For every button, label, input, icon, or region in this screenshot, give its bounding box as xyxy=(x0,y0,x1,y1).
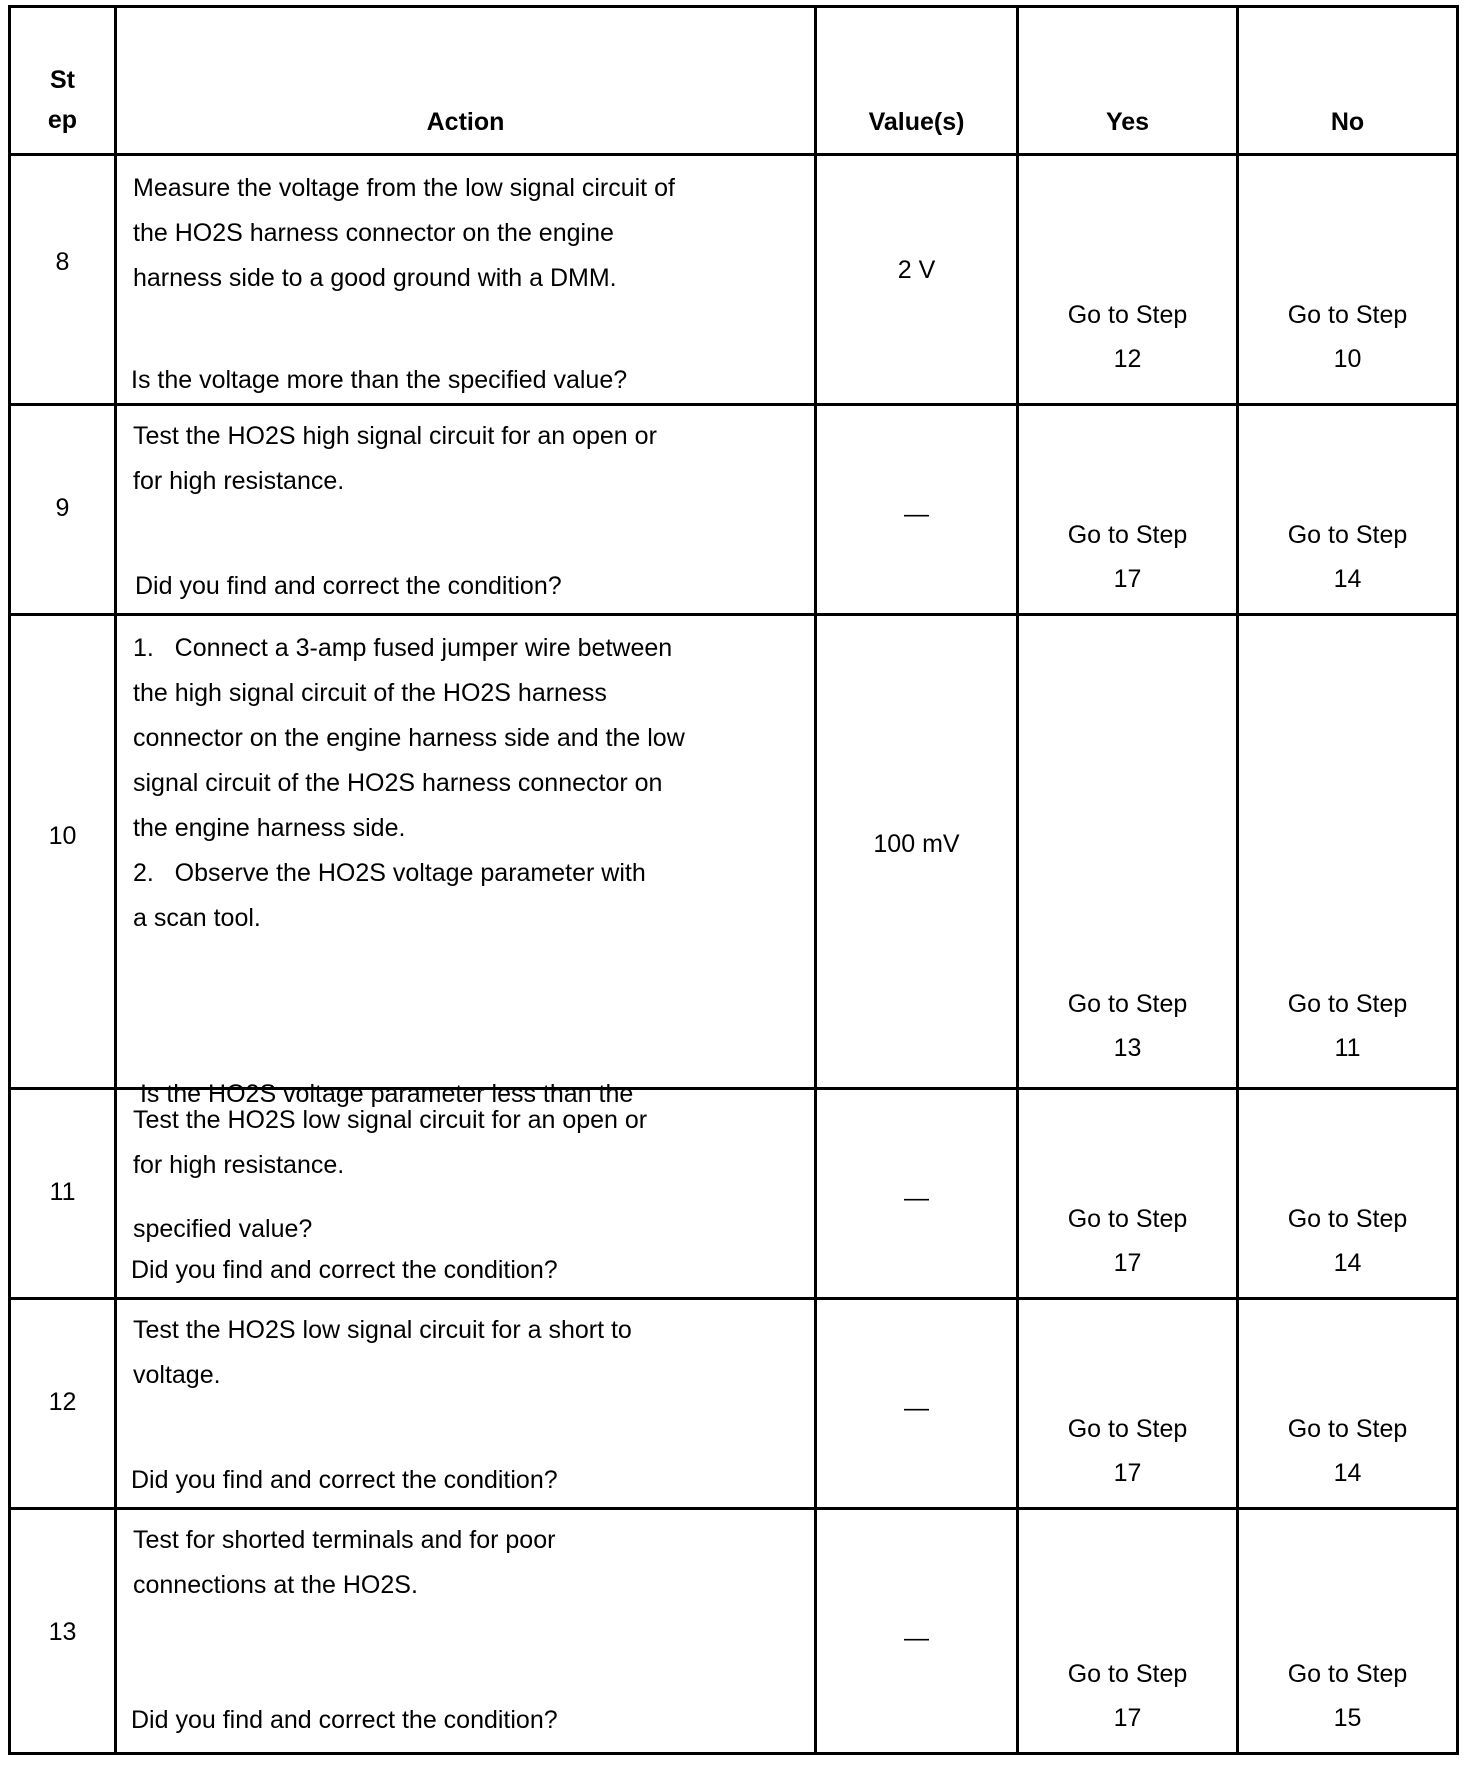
step-cell xyxy=(11,616,117,1087)
header-no-label: No xyxy=(1330,108,1365,136)
action-text xyxy=(133,1098,647,1188)
yes-goto-label: Go to Step xyxy=(1067,521,1188,549)
header-step-cell xyxy=(11,8,117,153)
no-goto-step: 14 xyxy=(1333,565,1362,593)
no-goto-label: Go to Step xyxy=(1287,1660,1408,1688)
value-cell xyxy=(817,1300,1019,1507)
yes-cell xyxy=(1019,406,1239,613)
no-cell xyxy=(1239,1300,1456,1507)
action-cell xyxy=(117,1090,817,1297)
header-action-label: Action xyxy=(426,108,505,136)
action-line: Test for shorted terminals and for poor xyxy=(133,1526,556,1554)
action-text xyxy=(133,414,657,504)
action-line: 2. Observe the HO2S voltage parameter with xyxy=(133,859,646,887)
action-line: for high resistance. xyxy=(133,467,345,495)
action-text xyxy=(133,1308,632,1398)
action-line: signal circuit of the HO2S harness connector on xyxy=(133,769,663,797)
no-goto-step: 15 xyxy=(1333,1704,1362,1732)
question-line: Is the HO2S voltage parameter less than the xyxy=(133,1080,634,1108)
action-question: Is the voltage more than the specified value? xyxy=(131,366,628,394)
yes-cell xyxy=(1019,156,1239,403)
yes-cell xyxy=(1019,1510,1239,1752)
value-cell xyxy=(817,406,1019,613)
step-cell xyxy=(11,156,117,403)
no-goto-step: 11 xyxy=(1334,1034,1361,1062)
action-line: 1. Connect a 3-amp fused jumper wire between xyxy=(133,634,673,662)
header-step-label xyxy=(11,60,114,140)
action-question: Did you find and correct the condition? xyxy=(131,1256,558,1284)
action-line: Test the HO2S low signal circuit for an open or xyxy=(133,1106,648,1134)
action-question: Did you find and correct the condition? xyxy=(131,1466,558,1494)
header-values-label: Value(s) xyxy=(868,108,965,136)
step-cell xyxy=(11,406,117,613)
action-cell xyxy=(117,1300,817,1507)
yes-goto-label: Go to Step xyxy=(1067,301,1188,329)
action-question: Did you find and correct the condition? xyxy=(135,572,562,600)
table-row xyxy=(11,406,1456,616)
yes-goto-label: Go to Step xyxy=(1067,1205,1188,1233)
table-row xyxy=(11,1300,1456,1510)
header-yes-cell xyxy=(1019,8,1239,153)
no-goto-label: Go to Step xyxy=(1287,1205,1408,1233)
step-number: 9 xyxy=(55,494,70,522)
table-row xyxy=(11,1090,1456,1300)
action-line: connector on the engine harness side and the low xyxy=(133,724,685,752)
yes-goto-step: 17 xyxy=(1113,1249,1142,1277)
yes-goto-step: 17 xyxy=(1113,1704,1142,1732)
no-cell xyxy=(1239,406,1456,613)
action-line: voltage. xyxy=(133,1361,221,1389)
no-goto-label: Go to Step xyxy=(1287,990,1408,1018)
step-number: 11 xyxy=(49,1178,76,1206)
action-cell xyxy=(117,156,817,403)
no-cell xyxy=(1239,616,1456,1087)
step-cell xyxy=(11,1300,117,1507)
action-line: the HO2S harness connector on the engine xyxy=(133,219,614,247)
yes-goto-step: 13 xyxy=(1113,1034,1142,1062)
action-text xyxy=(133,1518,555,1608)
value-cell xyxy=(817,156,1019,403)
step-number: 8 xyxy=(55,248,70,276)
table-row xyxy=(11,1510,1456,1752)
yes-cell xyxy=(1019,1300,1239,1507)
action-line: Test the HO2S high signal circuit for an open or xyxy=(133,422,657,450)
header-no-cell xyxy=(1239,8,1456,153)
no-cell xyxy=(1239,156,1456,403)
yes-goto-step: 17 xyxy=(1113,1459,1142,1487)
yes-cell xyxy=(1019,616,1239,1087)
value-cell xyxy=(817,616,1019,1087)
action-cell xyxy=(117,406,817,613)
yes-cell xyxy=(1019,1090,1239,1297)
no-goto-label: Go to Step xyxy=(1287,521,1408,549)
action-text xyxy=(133,166,675,301)
step-cell xyxy=(11,1510,117,1752)
header-action-cell xyxy=(117,8,817,153)
table-row xyxy=(11,156,1456,406)
action-line: for high resistance. xyxy=(133,1151,345,1179)
header-yes-label: Yes xyxy=(1105,108,1150,136)
action-line: the high signal circuit of the HO2S harness xyxy=(133,679,607,707)
action-question: Did you find and correct the condition? xyxy=(131,1706,558,1734)
question-line: specified value? xyxy=(133,1215,313,1243)
action-line: Test the HO2S low signal circuit for a short to xyxy=(133,1316,632,1344)
step-number: 12 xyxy=(48,1388,77,1416)
value-cell xyxy=(817,1090,1019,1297)
value-cell xyxy=(817,1510,1019,1752)
value-text: 100 mV xyxy=(873,830,960,858)
action-line: the engine harness side. xyxy=(133,814,406,842)
yes-goto-label: Go to Step xyxy=(1067,990,1188,1018)
action-line: harness side to a good ground with a DMM. xyxy=(133,264,617,292)
action-line: Measure the voltage from the low signal circuit of xyxy=(133,174,675,202)
header-values-cell xyxy=(817,8,1019,153)
yes-goto-label: Go to Step xyxy=(1067,1415,1188,1443)
step-number: 13 xyxy=(48,1618,77,1646)
no-goto-step: 14 xyxy=(1333,1249,1362,1277)
yes-goto-step: 17 xyxy=(1113,565,1142,593)
step-cell xyxy=(11,1090,117,1297)
yes-goto-step: 12 xyxy=(1113,345,1142,373)
no-goto-step: 14 xyxy=(1333,1459,1362,1487)
no-goto-label: Go to Step xyxy=(1287,1415,1408,1443)
action-line: a scan tool. xyxy=(133,904,261,932)
value-text: — xyxy=(904,1394,929,1422)
yes-goto-label: Go to Step xyxy=(1067,1660,1188,1688)
value-text: — xyxy=(904,500,929,528)
no-goto-label: Go to Step xyxy=(1287,301,1408,329)
header-step-line2: ep xyxy=(47,106,78,134)
header-step-line1: St xyxy=(50,66,75,94)
value-text: — xyxy=(904,1624,929,1652)
value-text: 2 V xyxy=(897,256,936,284)
no-cell xyxy=(1239,1510,1456,1752)
diagnostic-table xyxy=(8,5,1459,1755)
step-number: 10 xyxy=(48,822,77,850)
action-line: connections at the HO2S. xyxy=(133,1571,418,1599)
no-goto-step: 10 xyxy=(1333,345,1362,373)
value-text: — xyxy=(904,1184,929,1212)
no-cell xyxy=(1239,1090,1456,1297)
table-header-row xyxy=(11,8,1456,156)
action-cell xyxy=(117,1510,817,1752)
action-text xyxy=(133,626,685,941)
